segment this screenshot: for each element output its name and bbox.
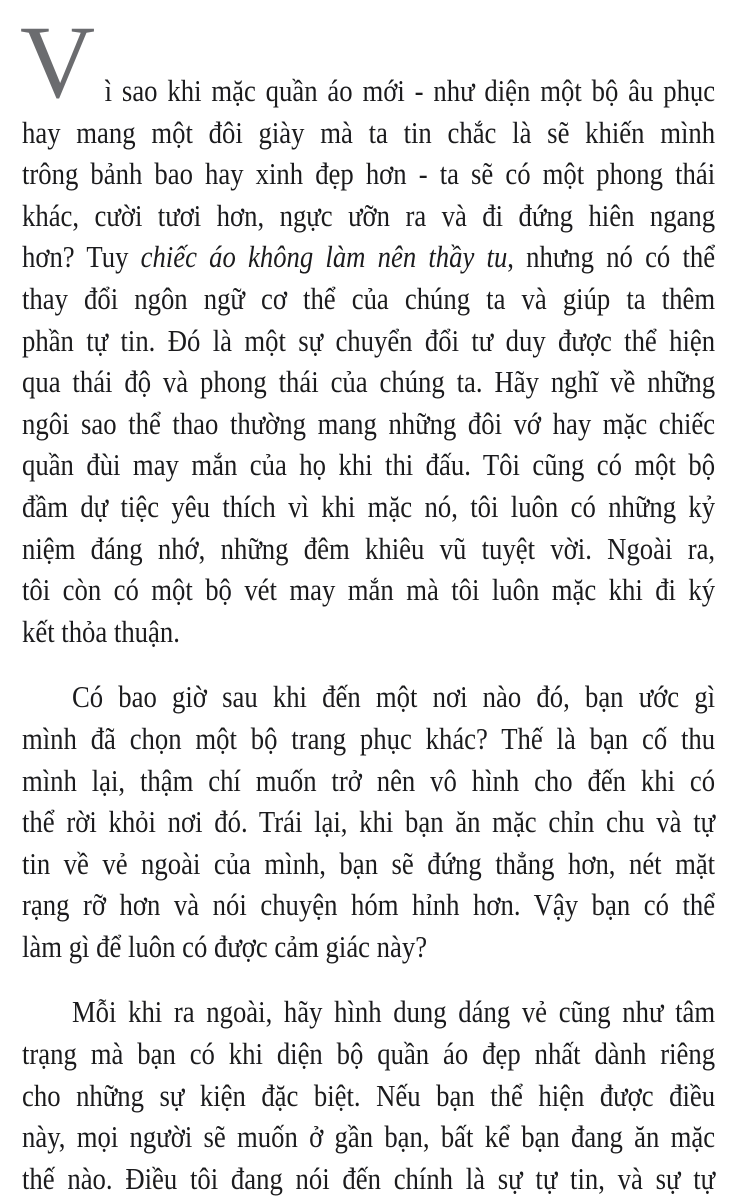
text-line: thể rời khỏi nơi đó. Trái lại, khi bạn ăn mặc chỉn chu và tự: [22, 804, 716, 840]
text-line: ì sao khi mặc quần áo mới - như diện một bộ âu phục: [104, 73, 716, 108]
text-segment: hơn? Tuy: [22, 239, 141, 275]
text-line: trạng mà bạn có khi diện bộ quần áo đẹp nhất dành riêng: [22, 1036, 716, 1072]
drop-cap-letter: V: [20, 5, 96, 120]
text-line: thế nào. Điều tôi đang nói đến chính là sự tự tin, và sự tự: [22, 1160, 716, 1196]
text-line: tin về vẻ ngoài của mình, bạn sẽ đứng thẳng hơn, nét mặt: [22, 845, 716, 881]
paragraph-1: [22, 70, 715, 652]
text-line: quần đùi may mắn của họ khi thi đấu. Tôi cũng có một bộ: [22, 447, 716, 483]
text-line: kết thỏa thuận.: [22, 613, 180, 649]
text-line: Mỗi khi ra ngoài, hãy hình dung dáng vẻ cũng như tâm: [71, 994, 716, 1030]
text-line-with-idiom: [22, 236, 715, 278]
paragraph-2: [22, 676, 715, 967]
paragraph-3: [22, 991, 715, 1199]
italic-idiom: chiếc áo không làm nên thầy tu: [140, 239, 508, 275]
text-line: ngôi sao thể thao thường mang những đôi vớ hay mặc chiếc: [22, 405, 716, 441]
text-line: qua thái độ và phong thái của chúng ta. Hãy nghĩ về những: [22, 364, 716, 400]
text-line: đầm dự tiệc yêu thích vì khi mặc nó, tôi luôn có những kỷ: [22, 488, 716, 524]
text-line: hay mang một đôi giày mà ta tin chắc là sẽ khiến mình: [22, 114, 716, 150]
text-line: mình lại, thậm chí muốn trở nên vô hình cho đến khi có: [22, 762, 716, 798]
text-line: làm gì để luôn có được cảm giác này?: [22, 928, 428, 964]
text-line: mình đã chọn một bộ trang phục khác? Thế là bạn cố thu: [22, 720, 716, 756]
text-line: Có bao giờ sau khi đến một nơi nào đó, bạn ước gì: [71, 679, 716, 715]
text-line: phần tự tin. Đó là một sự chuyển đổi tư duy được thể hiện: [22, 322, 716, 358]
text-line: niệm đáng nhớ, những đêm khiêu vũ tuyệt vời. Ngoài ra,: [22, 530, 716, 566]
text-block: [22, 70, 715, 1199]
text-segment: , nhưng nó có thể: [507, 239, 716, 275]
text-line: rạng rỡ hơn và nói chuyện hóm hỉnh hơn. Vậy bạn có thể: [22, 887, 716, 923]
text-line: trông bảnh bao hay xinh đẹp hơn - ta sẽ có một phong thái: [22, 156, 716, 192]
text-line: thay đổi ngôn ngữ cơ thể của chúng ta và giúp ta thêm: [22, 280, 716, 316]
text-line: khác, cười tươi hơn, ngực ưỡn ra và đi đứng hiên ngang: [22, 197, 716, 233]
text-line: cho những sự kiện đặc biệt. Nếu bạn thể hiện được điều: [22, 1077, 716, 1113]
text-line: này, mọi người sẽ muốn ở gần bạn, bất kể bạn đang ăn mặc: [22, 1119, 716, 1155]
text-line: tôi còn có một bộ vét may mắn mà tôi luôn mặc khi đi ký: [22, 572, 716, 608]
